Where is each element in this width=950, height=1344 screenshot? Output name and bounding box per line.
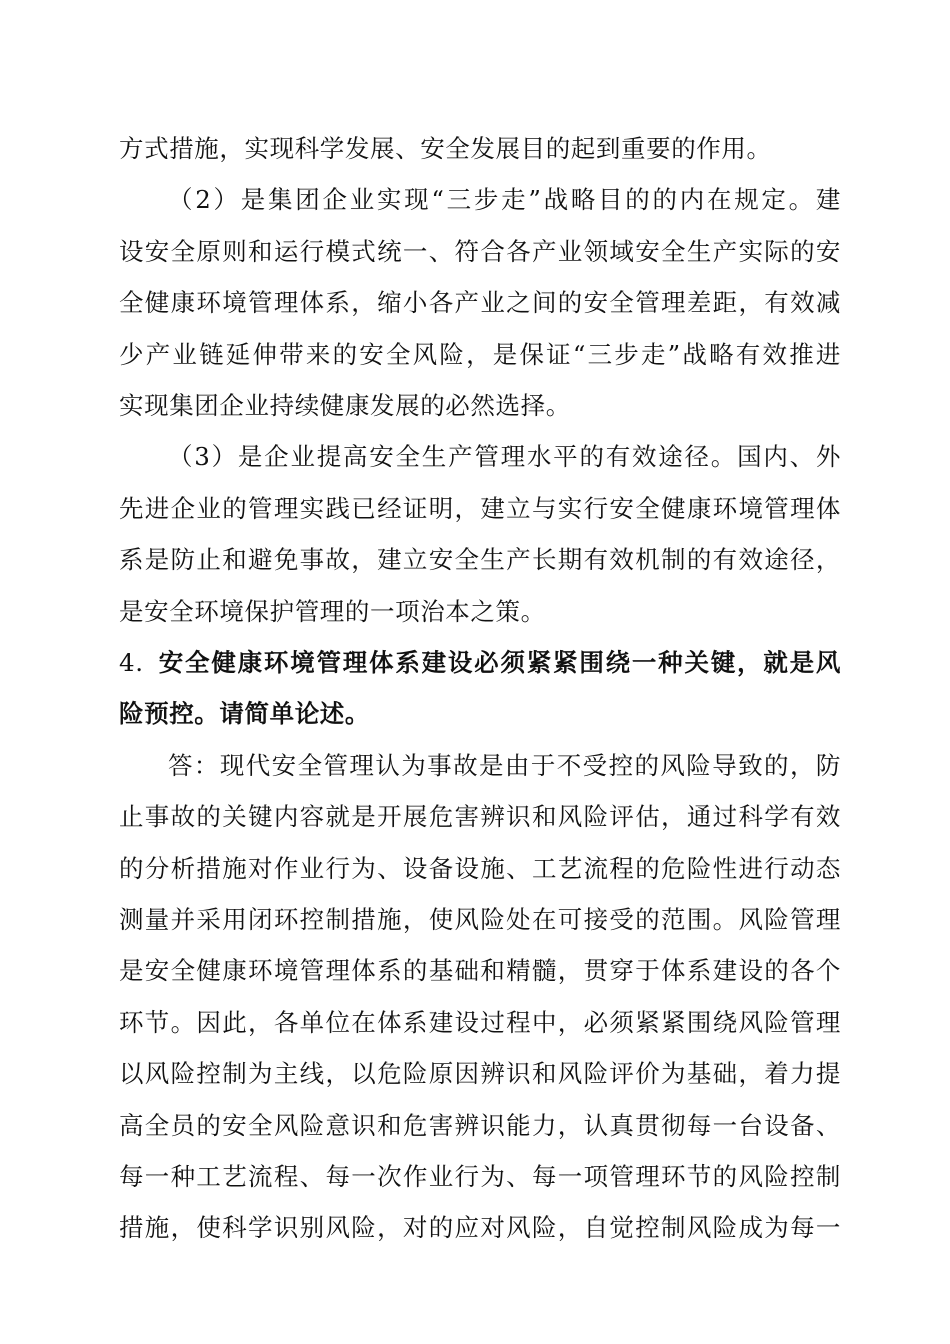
answer-line: 每一种工艺流程、每一次作业行为、每一项管理环节的风险控制 <box>119 1162 841 1191</box>
paragraph-line: 设安全原则和运行模式统一、符合各产业领域安全生产实际的安 <box>119 237 841 266</box>
answer-line: 高全员的安全风险意识和危害辨识能力，认真贯彻每一台设备、 <box>119 1111 841 1140</box>
answer-line: 以风险控制为主线，以危险原因辨识和风险评价为基础，着力提 <box>119 1059 841 1088</box>
paragraph-line: 实现集团企业持续健康发展的必然选择。 <box>119 391 571 420</box>
question-text: 安全健康环境管理体系建设必须紧紧围绕一种关键，就是风 <box>157 648 841 677</box>
paragraph-line: 系是防止和避免事故，建立安全生产长期有效机制的有效途径， <box>119 545 841 574</box>
answer-line: 止事故的关键内容就是开展危害辨识和风险评估，通过科学有效 <box>119 802 841 831</box>
answer-line: 措施，使科学识别风险，对的应对风险，自觉控制风险成为每一 <box>119 1213 841 1242</box>
answer-line: 答：现代安全管理认为事故是由于不受控的风险导致的，防 <box>168 751 841 780</box>
answer-line: 是安全健康环境管理体系的基础和精髓，贯穿于体系建设的各个 <box>119 956 841 985</box>
answer-line: 的分析措施对作业行为、设备设施、工艺流程的危险性进行动态 <box>119 854 841 883</box>
question-number: 4. <box>119 648 144 677</box>
paragraph-line: （3）是企业提高安全生产管理水平的有效途径。国内、外 <box>168 442 841 471</box>
paragraph-line: 全健康环境管理体系，缩小各产业之间的安全管理差距，有效减 <box>119 288 841 317</box>
answer-line: 环节。因此，各单位在体系建设过程中，必须紧紧围绕风险管理 <box>119 1008 841 1037</box>
answer-line: 测量并采用闭环控制措施，使风险处在可接受的范围。风险管理 <box>119 905 841 934</box>
paragraph-line: （2）是集团企业实现“三步走”战略目的的内在规定。建 <box>168 185 841 214</box>
question-line <box>119 647 841 679</box>
paragraph-line: 先进企业的管理实践已经证明，建立与实行安全健康环境管理体 <box>119 494 841 523</box>
paragraph-line: 方式措施，实现科学发展、安全发展目的起到重要的作用。 <box>119 134 772 163</box>
question-line: 险预控。请简单论述。 <box>119 699 370 728</box>
paragraph-line: 少产业链延伸带来的安全风险，是保证“三步走”战略有效推进 <box>119 340 841 369</box>
paragraph-line: 是安全环境保护管理的一项治本之策。 <box>119 597 546 626</box>
